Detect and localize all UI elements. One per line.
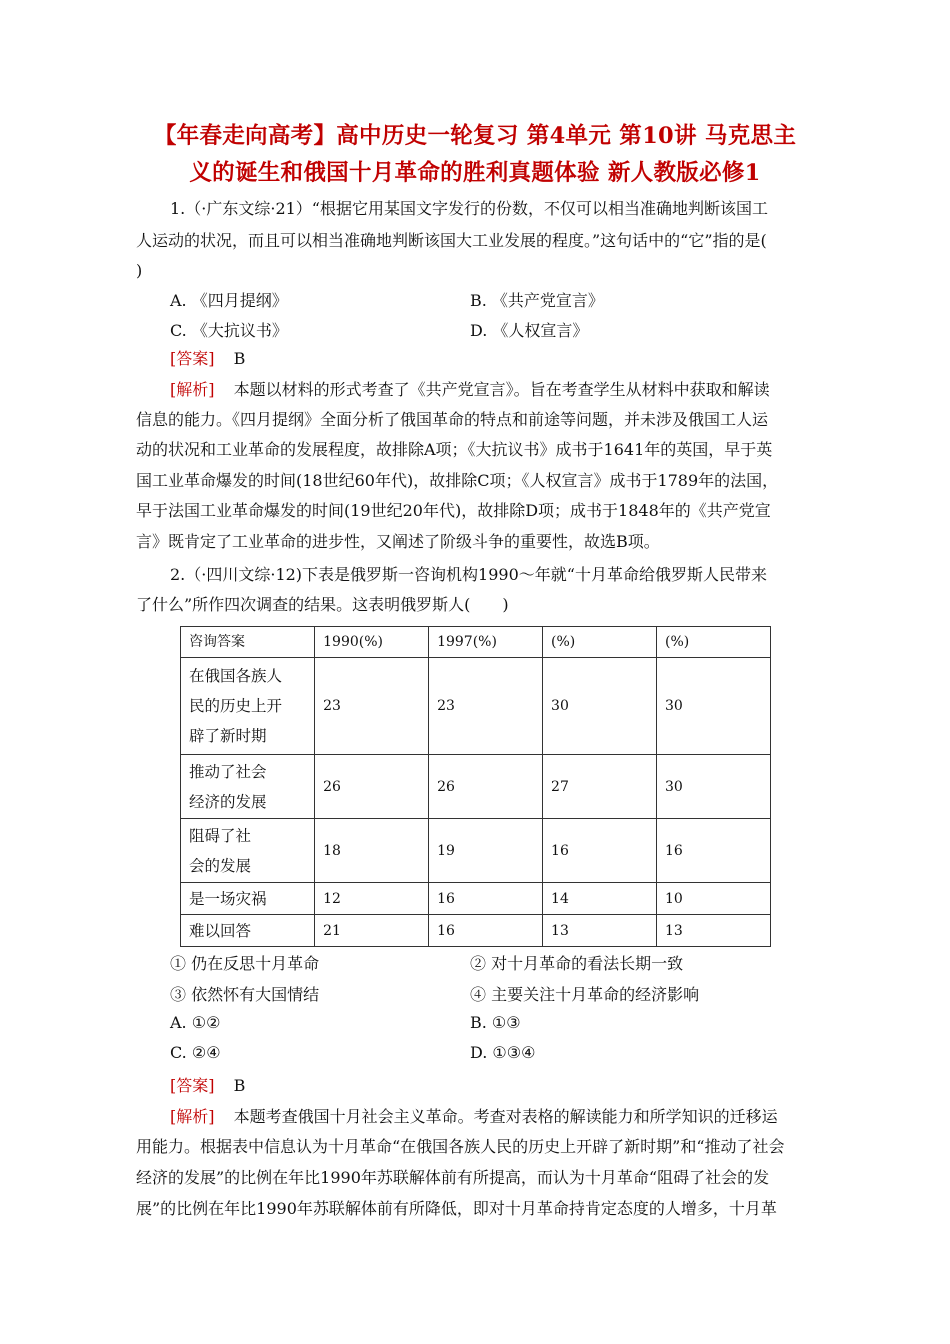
q1-option-b: B. 《共产党宣言》: [470, 291, 604, 310]
table-header-cell: 咨询答案: [181, 627, 315, 658]
q2-analysis-tag: [解析]: [170, 1107, 215, 1126]
q2-option-a: A. ①②: [170, 1013, 221, 1032]
table-cell: 14: [543, 883, 657, 915]
table-cell: 16: [656, 819, 770, 883]
table-cell: 18: [315, 819, 429, 883]
q1-option-c: C. 《大抗议书》: [170, 321, 288, 340]
q2-analysis-line-1: [170, 1106, 850, 1128]
q2-analysis-line-3: 经济的发展”的比例在年比1990年苏联解体前有所提高，而认为十月革命“阻碍了社会的发: [136, 1168, 770, 1187]
table-cell: 13: [656, 915, 770, 947]
q1-option-a: A. 《四月提纲》: [170, 291, 288, 310]
table-cell: 26: [429, 755, 543, 819]
label-line: 在俄国各族人: [189, 667, 283, 685]
table-header-cell: (%): [656, 627, 770, 658]
table-cell: 23: [315, 658, 429, 755]
table-row: [181, 819, 771, 883]
table-cell: 19: [429, 819, 543, 883]
q2-answer: [170, 1075, 850, 1097]
q2-item-3: ③ 依然怀有大国情结: [170, 985, 320, 1004]
q2-item-4: ④ 主要关注十月革命的经济影响: [470, 985, 700, 1004]
table-row-label: [181, 819, 315, 883]
q2-stem-line-2: 了什么”所作四次调查的结果。这表明俄罗斯人( ): [136, 595, 509, 614]
table-row: [181, 658, 771, 755]
table-row-label: [181, 915, 315, 947]
q1-analysis-line-2: 信息的能力。《四月提纲》全面分析了俄国革命的特点和前途等问题，并未涉及俄国工人运: [136, 410, 769, 429]
q1-analysis-line-3: 动的状况和工业革命的发展程度，故排除A项；《大抗议书》成书于1641年的英国，早于英: [136, 440, 773, 459]
table-row: [181, 915, 771, 947]
table-header-cell: 1990(%): [315, 627, 429, 658]
label-line: 推动了社会: [189, 762, 267, 781]
survey-table: [180, 626, 771, 947]
table-cell: 16: [429, 915, 543, 947]
q1-analysis-line-4: 国工业革命爆发的时间(18世纪60年代)，故排除C项；《人权宣言》成书于1789年的法国，: [136, 471, 779, 490]
q1-analysis-line-1: [170, 379, 850, 401]
label-line: 经济的发展: [189, 792, 267, 811]
table-cell: 30: [656, 658, 770, 755]
title-line-1: 【年春走向高考】高中历史一轮复习 第4单元 第10讲 马克思主: [153, 123, 797, 149]
label-line: 难以回答: [189, 921, 252, 940]
q1-analysis-line-5: 早于法国工业革命爆发的时间(19世纪20年代)，故排除D项；成书于1848年的《共产党宣: [136, 501, 771, 520]
label-line: 是一场灾祸: [189, 889, 267, 908]
q1-stem-line-2: 人运动的状况，而且可以相当准确地判断该国大工业发展的程度。”这句话中的“它”指的是(: [136, 231, 767, 250]
table-cell: 23: [429, 658, 543, 755]
table-cell: 30: [543, 658, 657, 755]
q1-stem-line-3: ): [136, 261, 143, 280]
table-row-label: [181, 755, 315, 819]
table-row: [181, 755, 771, 819]
table-cell: 30: [656, 755, 770, 819]
q1-analysis-text-1: 本题以材料的形式考查了《共产党宣言》。旨在考查学生从材料中获取和解读: [233, 380, 770, 399]
table-header-row: [181, 627, 771, 658]
label-line: 民的历史上开: [189, 697, 283, 715]
q2-option-b: B. ①③: [470, 1013, 521, 1032]
label-line: 会的发展: [189, 856, 252, 875]
q2-option-c: C. ②④: [170, 1043, 221, 1062]
document-title: [120, 118, 830, 192]
q1-answer: [170, 348, 850, 370]
q2-analysis-text-1: 本题考查俄国十月社会主义革命。考查对表格的解读能力和所学知识的迁移运: [233, 1107, 778, 1126]
table-row-label: [181, 883, 315, 915]
title-line-2: 义的诞生和俄国十月革命的胜利真题体验 新人教版必修1: [189, 160, 761, 186]
table-cell: 13: [543, 915, 657, 947]
q2-answer-value: B: [233, 1076, 246, 1095]
q1-stem-line-1: 1.（·广东文综·21）“根据它用某国文字发行的份数，不仅可以相当准确地判断该国工: [170, 199, 768, 218]
q1-analysis-tag: [解析]: [170, 380, 215, 399]
q1-analysis-line-6: 言》既肯定了工业革命的进步性，又阐述了阶级斗争的重要性，故选B项。: [136, 532, 660, 551]
table-cell: 21: [315, 915, 429, 947]
label-line: 阻碍了社: [189, 826, 252, 845]
q1-option-d: D. 《人权宣言》: [470, 321, 589, 340]
q2-item-1: ① 仍在反思十月革命: [170, 954, 320, 973]
table-row-label: [181, 658, 315, 755]
table-cell: 10: [656, 883, 770, 915]
q1-answer-tag: [答案]: [170, 349, 215, 368]
table-cell: 12: [315, 883, 429, 915]
table-cell: 16: [429, 883, 543, 915]
table-cell: 27: [543, 755, 657, 819]
label-line: 辟了新时期: [189, 727, 267, 745]
table-row: [181, 883, 771, 915]
q2-item-2: ② 对十月革命的看法长期一致: [470, 954, 684, 973]
q1-answer-value: B: [233, 349, 246, 368]
table-cell: 16: [543, 819, 657, 883]
table-header-cell: (%): [543, 627, 657, 658]
q2-answer-tag: [答案]: [170, 1076, 215, 1095]
table-cell: 26: [315, 755, 429, 819]
q2-analysis-line-4: 展”的比例在年比1990年苏联解体前有所降低，即对十月革命持肯定态度的人增多，十月革: [136, 1199, 777, 1218]
q2-analysis-line-2: 用能力。根据表中信息认为十月革命“在俄国各族人民的历史上开辟了新时期”和“推动了社会: [136, 1137, 785, 1156]
q2-option-d: D. ①③④: [470, 1043, 536, 1062]
q2-stem-line-1: 2.（·四川文综·12)下表是俄罗斯一咨询机构1990～年就“十月革命给俄罗斯人民带来: [170, 565, 767, 584]
table-header-cell: 1997(%): [429, 627, 543, 658]
